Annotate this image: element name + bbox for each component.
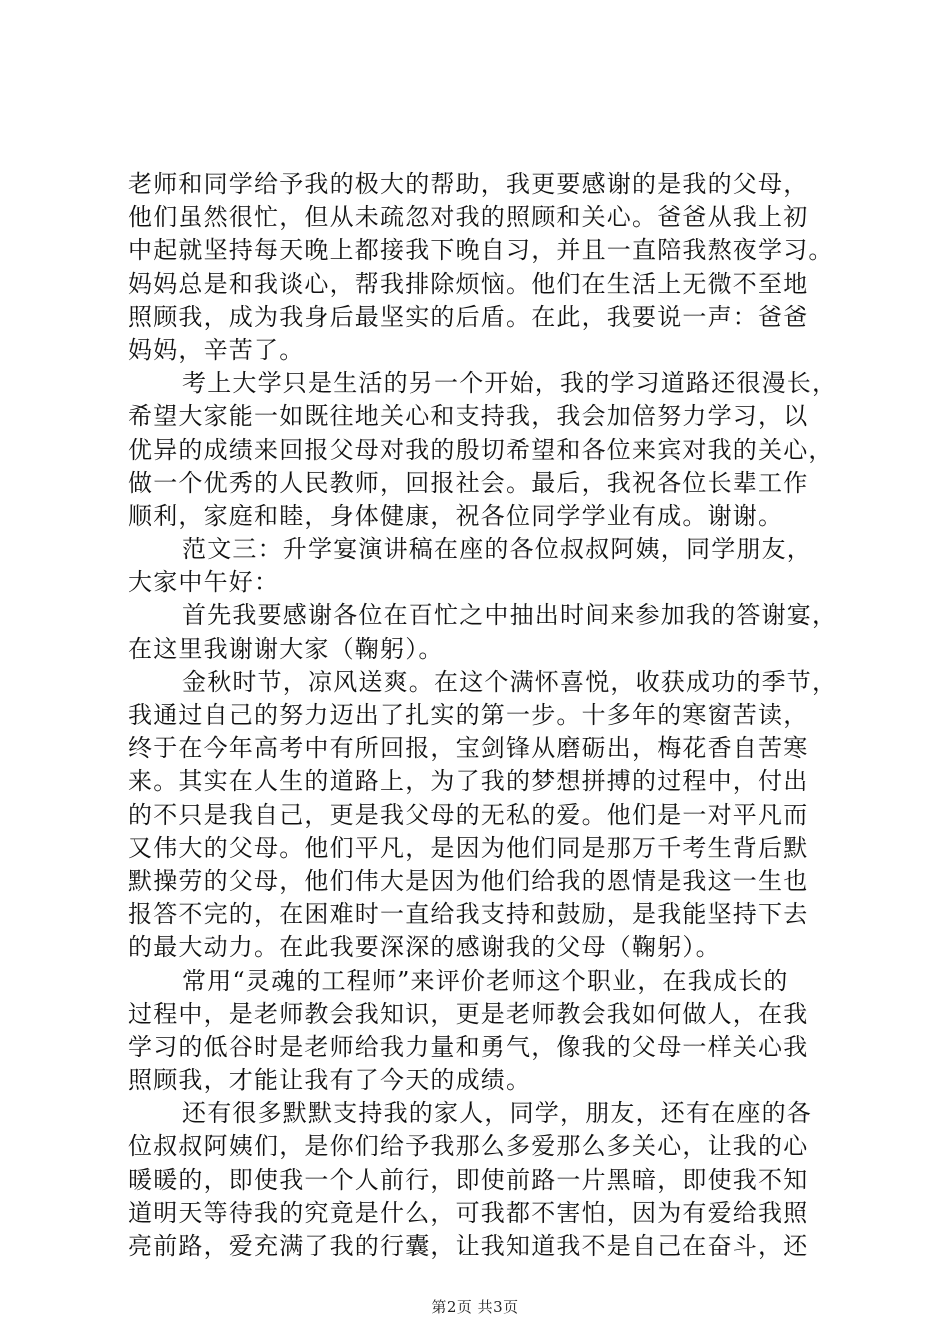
text-line: 大家中午好： [128,568,280,597]
text-line: 终于在今年高考中有所回报，宝剑锋从磨砺出，梅花香自苦寒 [128,734,809,763]
text-line: 道明天等待我的究竟是什么，可我都不害怕，因为有爱给我照 [128,1198,809,1227]
text-line: 来。其实在人生的道路上，为了我的梦想拼搏的过程中，付出 [128,767,809,796]
text-line: 他们虽然很忙，但从未疏忽对我的照顾和关心。爸爸从我上初 [128,203,809,232]
text-line: 优异的成绩来回报父母对我的殷切希望和各位来宾对我的关心， [128,435,834,464]
text-line: 默操劳的父母，他们伟大是因为他们给我的恩情是我这一生也 [128,866,809,895]
text-line: 照顾我，才能让我有了今天的成绩。 [128,1066,532,1095]
text-line: 范文三：升学宴演讲稿在座的各位叔叔阿姨，同学朋友， [182,535,812,564]
text-line: 中起就坚持每天晚上都接我下晚自习，并且一直陪我熬夜学习。 [128,236,834,265]
text-line: 的最大动力。在此我要深深的感谢我的父母（鞠躬）。 [128,933,721,962]
text-line: 顺利，家庭和睦，身体健康，祝各位同学学业有成。谢谢。 [128,501,784,530]
text-line: 学习的低谷时是老师给我力量和勇气，像我的父母一样关心我 [128,1032,809,1061]
text-line: 的不只是我自己，更是我父母的无私的爱。他们是一对平凡而 [128,800,809,829]
text-line: 希望大家能一如既往地关心和支持我，我会加倍努力学习，以 [128,402,809,431]
page-footer: 第2页 共3页 [431,1298,519,1316]
text-line: 又伟大的父母。他们平凡，是因为他们同是那万千考生背后默 [128,833,809,862]
text-line: 我通过自己的努力迈出了扎实的第一步。十多年的寒窗苦读， [128,701,809,729]
text-line: 过程中，是老师教会我知识，更是老师教会我如何做人，在我 [128,999,809,1028]
text-line: 在这里我谢谢大家（鞠躬）。 [128,634,444,663]
text-line: 照顾我，成为我身后最坚实的后盾。在此，我要说一声：爸爸 [128,302,809,331]
text-line: 妈妈总是和我谈心，帮我排除烦恼。他们在生活上无微不至地 [128,269,809,298]
text-line: 报答不完的，在困难时一直给我支持和鼓励，是我能坚持下去 [128,900,809,929]
text-line: 首先我要感谢各位在百忙之中抽出时间来参加我的答谢宴， [182,601,838,630]
text-line: 考上大学只是生活的另一个开始，我的学习道路还很漫长， [182,369,838,398]
text-line: 金秋时节，凉风送爽。在这个满怀喜悦，收获成功的季节， [182,667,838,696]
text-line: 老师和同学给予我的极大的帮助，我更要感谢的是我的父母， [128,170,809,198]
text-line: 常用“灵魂的工程师”来评价老师这个职业，在我成长的 [182,966,789,995]
document-body [128,168,840,1263]
text-line: 亮前路，爱充满了我的行囊，让我知道我不是自己在奋斗，还 [128,1232,809,1260]
text-line: 还有很多默默支持我的家人，同学，朋友，还有在座的各 [182,1099,812,1128]
text-line: 妈妈，辛苦了。 [128,335,305,364]
text-line: 做一个优秀的人民教师，回报社会。最后，我祝各位长辈工作 [128,468,809,497]
text-line: 位叔叔阿姨们，是你们给予我那么多爱那么多关心，让我的心 [128,1132,809,1161]
text-line: 暖暖的，即使我一个人前行，即使前路一片黑暗，即使我不知 [128,1165,809,1194]
